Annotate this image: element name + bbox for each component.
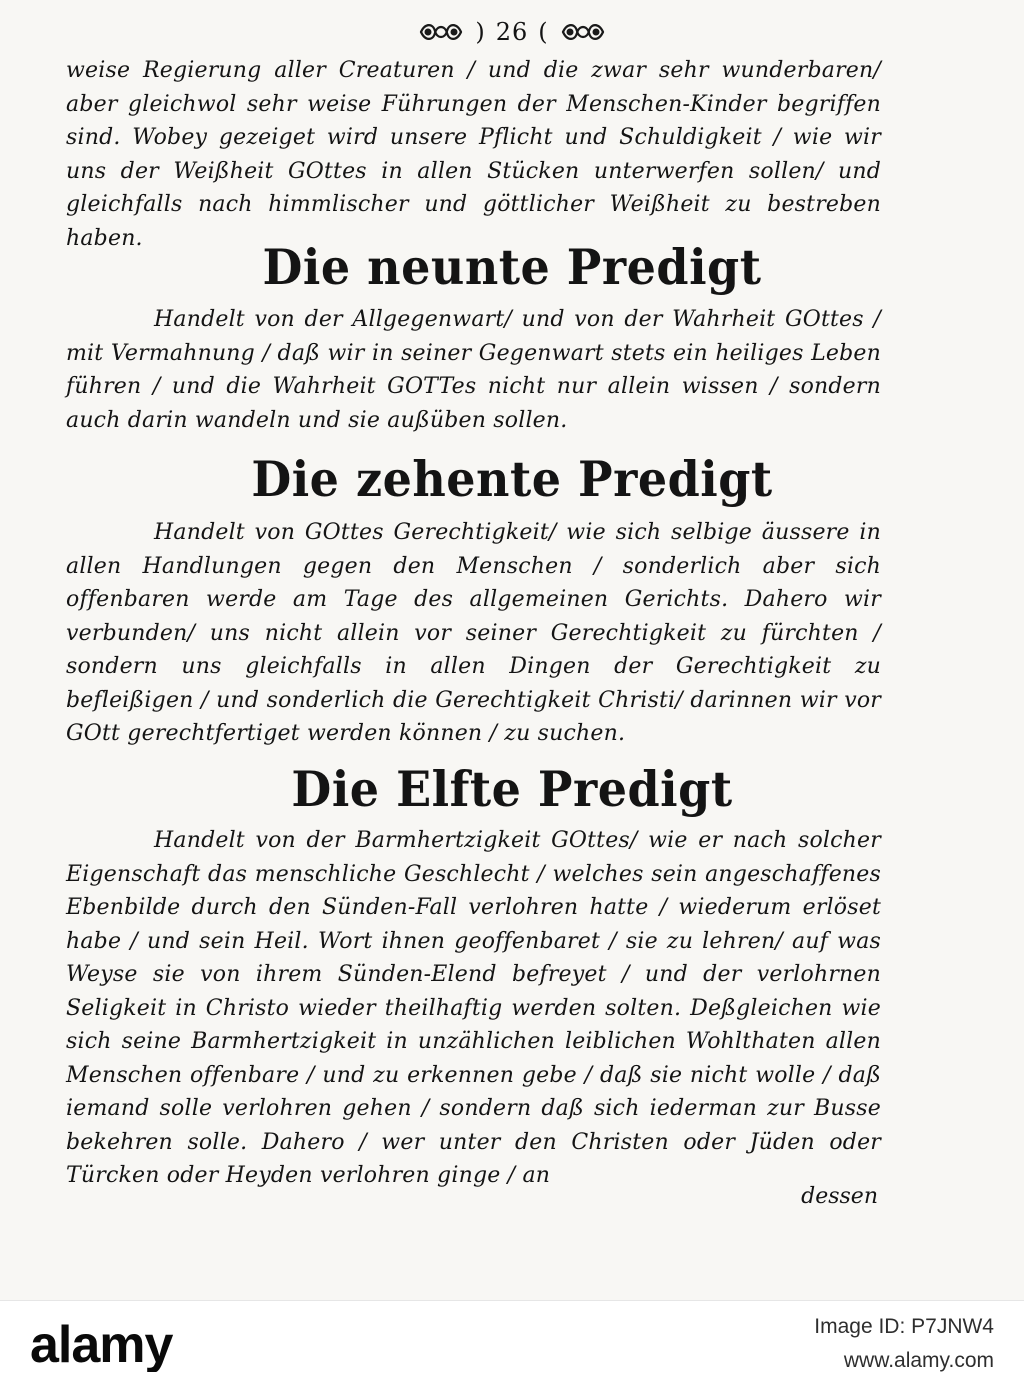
page-header: [0, 18, 1024, 46]
stock-site-url[interactable]: www.alamy.com: [843, 1349, 994, 1372]
page-number-left-bracket: ): [475, 18, 486, 46]
page-number: 26: [495, 18, 529, 46]
paragraph-eleventh-sermon: Handelt von der Barmhertzigkeit GOttes/ wie er nach solcher Eigenschaft das menschliche Geschlecht / welches sein angeschaffenes Ebenbilde durch den Sünden-Fall verlohren hatte / wiederum erlöset habe / und sein Heil. Wort ihnen geoffenbaret / sie zu lehren/ auf was Weyse sie von ihrem Sünden-Elend befreyet / und der verlohrnen Seligkeit in Christo wieder theilhaftig werden solten. Deßgleichen wie sich seine Barmhertzigkeit in unzählichen leiblichen Wohlthaten allen Menschen offenbare / und zu erkennen gebe / daß sie nicht wolle / daß iemand solle verlohren gehen / sondern daß sich iederman zur Busse bekehren solle. Dahero / wer unter den Christen oder Jüden oder Türcken oder Heyden verlohren ginge / an: [66, 828, 881, 1188]
heading-eleventh-sermon: Die Elfte Predigt: [291, 760, 733, 818]
intro-paragraph: weise Regierung aller Creaturen / und die zwar sehr wunderbaren/ aber gleichwol sehr weise Führungen der Menschen-Kinder begriffen sind. Wobey gezeiget wird unsere Pflicht und Schuldigkeit / wie wir uns der Weißheit GOttes in allen Stücken unterwerfen sollen/ und gleichfalls nach himmlischer und göttlicher Weißheit zu bestreben haben.: [66, 58, 881, 251]
paragraph-ninth-sermon: Handelt von der Allgegenwart/ und von der Wahrheit GOttes / mit Vermahnung / daß wir in seiner Gegenwart stets ein heiliges Leben führen / und die Wahrheit GOTTes nicht nur allein wissen / sondern auch darin wandeln und sie außüben sollen.: [66, 307, 881, 433]
stock-footer: [0, 1300, 1024, 1391]
heading-tenth-sermon: Die zehente Predigt: [251, 450, 773, 508]
catchword: dessen: [801, 1184, 878, 1209]
paragraph-tenth-sermon: Handelt von GOttes Gerechtigkeit/ wie sich selbige äussere in allen Handlungen gegen den Menschen / sonderlich aber sich offenbaren werde am Tage des allgemeinen Gerichts. Dahero wir verbunden/ uns nicht allein vor seiner Gerechtigkeit zu fürchten / sondern uns gleichfalls in allen Dingen der Gerechtigkeit zu befleißigen / und sonderlich die Gerechtigkeit Christi/ darinnen wir vor GOtt gerechtfertiget werden können / zu suchen.: [66, 520, 881, 746]
ornament-left-icon: [417, 19, 465, 45]
svg-text:alamy: alamy: [30, 1318, 173, 1372]
image-id-label: Image ID: P7JNW4: [814, 1315, 994, 1338]
page-number-right-bracket: (: [538, 18, 549, 46]
ornament-right-icon: [559, 19, 607, 45]
heading-ninth-sermon: Die neunte Predigt: [262, 238, 762, 296]
alamy-logo-icon: [30, 1318, 230, 1372]
